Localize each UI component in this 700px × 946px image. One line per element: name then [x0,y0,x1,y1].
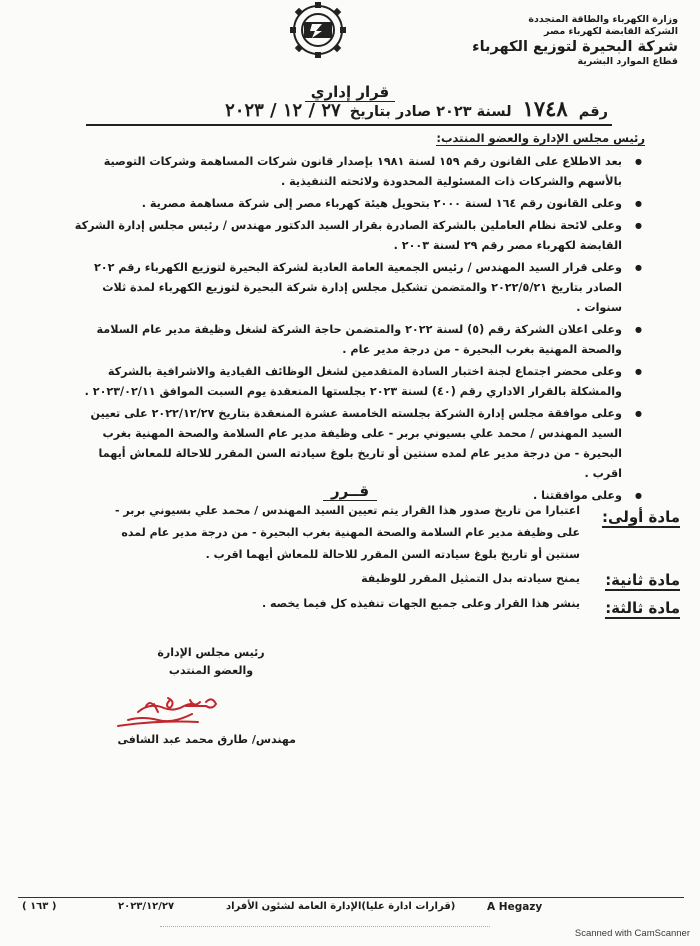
holding-company-name: الشركة القابضة لكهرباء مصر [544,26,678,37]
preamble-item: ● وعلى اعلان الشركة رقم (٥) لسنة ٢٠٢٢ والمتضمن حاجة الشركة لشغل وظيفة مدير عام السلامة والصحة المهنية بغرب البحيرة - من درجة مدير عام . [74,320,642,360]
decree-year-text: لسنة ٢٠٢٣ صادر بتاريخ [349,104,512,120]
scan-artifact [160,926,490,936]
article-2-label: مادة ثانية: [605,571,680,589]
title-rule [86,124,612,126]
signatory-name: مهندس/ طارق محمد عبد الشافى [117,733,296,746]
signatory-title-2: والعضو المنتدب [168,664,254,677]
organization-header [348,14,678,68]
ministry-name: وزارة الكهرباء والطاقة المتجددة [528,14,678,25]
article-3-label: مادة ثالثة: [605,599,680,617]
signature-block [96,644,326,680]
signatory-title: رئيس مجلس الإدارة [157,646,265,659]
company-name: شركة البحيرة لتوزيع الكهرباء [472,39,678,55]
decree-date: ٢٧ / ١٢ / ٢٠٢٣ [225,100,341,121]
preamble-item: ● وعلى القانون رقم ١٦٤ لسنة ٢٠٠٠ بتحويل هيئة كهرباء مصر إلى شركة مساهمة مصرية . [74,194,642,214]
preamble-item: ● وعلى موافقة مجلس إدارة الشركة بجلسته الخامسة عشرة المنعقدة بتاريخ ٢٠٢٢/١٢/٢٧ على تعيين السيد المهندس / محمد علي بسيوني بربر - على وظيفة مدير عام السلامة والصحة المهنية بغرب البحيرة - من درجة مدير عام لمده سنتين أو تاريخ بلوغ سيادته السن المقرر للاحالة للمعاش أيهما اقرب . [74,404,642,484]
decision-heading: قــرر [0,482,700,500]
footer-page-number: ( ١٦٣ ) [22,901,57,912]
article-1-text: اعتبارا من تاريخ صدور هذا القرار يتم تعيين السيد المهندس / محمد علي بسيوني بربر - على وظيفة مدير عام السلامة والصحة المهنية بغرب البحيرة - من درجة مدير عام لمده سنتين أو تاريخ بلوغ سيادته السن المقرر للاحالة للمعاش أيهما اقرب . [114,504,580,561]
preamble-item: ● وعلى قرار السيد المهندس / رئيس الجمعية العامة العادية لشركة البحيرة لتوزيع الكهرباء رقم ٢٠٢ الصادر بتاريخ ٢٠٢٢/٥/٢١ والمتضمن تشكيل مجلس إدارة شركة البحيرة لتوزيع الكهرباء لمدة ثلاث سنوات . [74,258,642,318]
chair-heading: رئيس مجلس الإدارة والعضو المنتدب: [436,131,645,145]
article-1-label: مادة أولى: [602,508,680,526]
footer-date: ٢٠٢٣/١٢/٢٧ [118,901,175,912]
handwritten-signature-icon [98,692,228,732]
scanner-watermark: Scanned with CamScanner [574,928,690,939]
preamble-item: ● وعلى لائحة نظام العاملين بالشركة الصادرة بقرار السيد الدكتور مهندس / رئيس مجلس إدارة الشركة القابضة لكهرباء مصر رقم ٢٩ لسنة ٢٠٠٣ . [74,216,642,256]
footer-rule [18,897,684,898]
preamble-item: ● بعد الاطلاع على القانون رقم ١٥٩ لسنة ١٩٨١ بإصدار قانون شركات المساهمة وشركات التوصية بالأسهم والشركات ذات المسئولية المحدودة ولائحته التنفيذية . [74,152,642,192]
article-3-text: ينشر هذا القرار وعلى جميع الجهات تنفيذه كل فيما يخصه . [261,597,580,610]
decree-number-label: رقم [578,104,608,120]
preamble-list [74,152,642,508]
preamble-item: ● وعلى موافقتنا . [74,486,642,506]
decree-line [88,96,608,122]
article-2-text: يمنح سيادته بدل التمثيل المقرر للوظيفة [361,572,580,585]
preamble-item: ● وعلى محضر اجتماع لجنة اختبار السادة المتقدمين لشغل الوظائف القيادية والاشرافية بالشركة والمشكلة بالقرار الاداري رقم (٤٠) لسنة ٢٠٢٣ بجلستها المنعقدة يوم السبت الموافق ٢٠٢٣/٠٢/١١ . [74,362,642,402]
company-gear-logo-icon [282,0,354,62]
decree-number: ١٧٤٨ [522,96,568,121]
footer-author: A Hegazy [487,901,543,913]
sector-name: قطاع الموارد البشرية [577,56,678,67]
footer-department: (قرارات ادارة عليا)الإدارة العامة لشئون الأفراد [226,901,456,912]
document-title: قرار إداري [0,83,700,101]
